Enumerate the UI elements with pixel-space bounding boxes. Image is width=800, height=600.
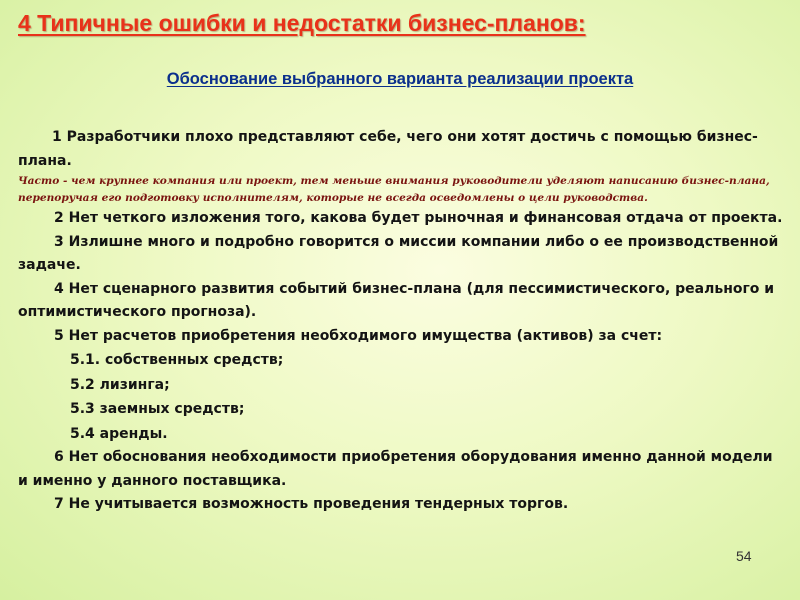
list-item-6: 6 Нет обоснования необходимости приобретения оборудования именно данной модели и именно у данного поставщика.	[18, 449, 773, 489]
list-item-1: 1 Разработчики плохо представляют себе, чего они хотят достичь с помощью бизнес-плана.	[18, 129, 758, 169]
sub-item-5-1: 5.1. собственных средств;	[70, 352, 284, 369]
note-text: Часто - чем крупнее компания или проект, тем меньше внимания руководители уделяют написанию бизнес-плана, перепоручая его подготовку исполнителям, которые не всегда осведомлены о цели руководства.	[18, 175, 770, 204]
slide-title: 4 Типичные ошибки и недостатки бизнес-планов:	[18, 10, 586, 36]
sub-item-5-2: 5.2 лизинга;	[70, 376, 170, 393]
list-item-4: 4 Нет сценарного развития событий бизнес-плана (для пессимистического, реального и оптимистического прогноза).	[18, 280, 775, 321]
page-number: 54	[736, 548, 752, 564]
list-item-3: 3 Излишне много и подробно говорится о миссии компании либо о ее производственной задаче.	[18, 233, 779, 274]
list-item-2: 2 Нет четкого изложения того, какова будет рыночная и финансовая отдача от проекта.	[54, 210, 783, 227]
list-item-7: 7 Не учитывается возможность проведения тендерных торгов.	[54, 496, 569, 513]
sub-item-5-3: 5.3 заемных средств;	[70, 401, 245, 418]
slide-subtitle: Обоснование выбранного варианта реализации проекта	[166, 70, 634, 88]
slide-body	[18, 126, 783, 517]
sub-item-5-4: 5.4 аренды.	[70, 425, 168, 442]
list-item-5: 5 Нет расчетов приобретения необходимого имущества (активов) за счет:	[54, 327, 663, 344]
